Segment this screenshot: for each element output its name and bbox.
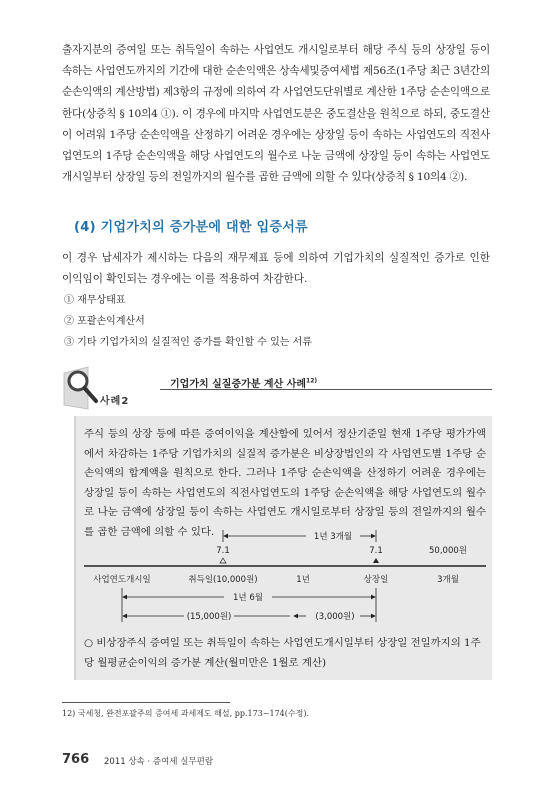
page-number: 766 (62, 752, 90, 767)
timeline-diagram (84, 525, 486, 630)
list-item: ③ 기타 기업가치의 실질적인 증가를 확인할 수 있는 서류 (64, 337, 312, 348)
amount2-label: (3,000원) (315, 612, 355, 622)
case-title-text: 기업가치 실질증가분 계산 사례 (170, 379, 307, 390)
magnifier-icon (62, 365, 102, 411)
footnote-divider (62, 702, 230, 703)
timeline-mark: 취득일(10,000원) (188, 575, 258, 585)
case-note: ○ 비상장주식 증여일 또는 취득일이 속하는 사업연도개시일부터 상장일 전일까지의 1주당 월평균순이익의 증가분 계산(월미만은 1월로 계산) (84, 637, 481, 669)
listing-marker-icon (373, 558, 379, 563)
section-title: (4) 기업가치의 증가분에 대한 입증서류 (74, 220, 309, 235)
document-list (64, 290, 312, 353)
date-start: 7.1 (216, 546, 230, 556)
case-title (170, 375, 317, 390)
list-item: ① 재무상태표 (64, 295, 126, 306)
body-paragraph-2: 이 경우 납세자가 제시하는 다음의 재무제표 등에 의하여 기업가치의 실질적인 증가로 인한 이익임이 확인되는 경우에는 이를 적용하여 차감한다. (62, 252, 490, 285)
span-mid-label: 1년 6월 (233, 593, 263, 603)
listing-price: 50,000원 (429, 546, 467, 556)
list-item: ② 포괄손익계산서 (64, 316, 145, 327)
timeline-mark: 사업연도개시일 (93, 575, 151, 585)
span-top-label: 1년 3개월 (313, 532, 353, 542)
case-header (62, 365, 492, 413)
footnote: 12) 국세청, 완전포괄주의 증여세 과세제도 해설, pp.173~174(수정). (62, 709, 310, 718)
page-footer: 2011 상속 · 증여세 실무편람 (104, 757, 214, 767)
case-label: 사례2 (100, 396, 130, 407)
footnote-ref: 12) (306, 377, 318, 385)
case-body: 주식 등의 상장 등에 따른 증여이익을 계산함에 있어서 정산기준일 현재 1주당 평가가액에서 차감하는 1주당 기업가치의 실질적 증가분은 비상장법인의 각 사업연도별 1주당 순손익액의 합계액을 원칙으로 한다. 그러나 1주당 순손익액을 산정하기 어려운 경우에는 상장일 등이 속하는 사업연도의 직전사업연도의 1주당 순손익액을 해당 사업연도의 월수로 나눈 금액에 상장일 등이 속하는 사업연도 개시일로부터 상장일 등의 전일까지의 월수를 곱한 금액에 의할 수 있다. (84, 428, 486, 538)
timeline-mark: 상장일 (363, 575, 389, 585)
date-listing: 7.1 (369, 546, 383, 556)
acquisition-marker-icon (220, 558, 226, 563)
amount1-label: (15,000원) (186, 612, 232, 622)
timeline-mark: 3개월 (437, 575, 459, 585)
body-paragraph-1: 출자지분의 증여일 또는 취득일이 속하는 사업연도 개시일로부터 해당 주식 등의 상장일 등이 속하는 사업연도까지의 기간에 대한 순손익액은 상속세및증여세법 제56조(1주당 최근 3년간의 순손익액의 계산방법) 제3항의 규정에 의하여 각 사업연도단위별로 계산한 1주당 순손익액으로 한다(상증칙 § 10의4 ①). 이 경우에 마지막 사업연도분은 중도결산을 원칙으로 하되, 중도결산이 어려워 1주당 순손익액을 산정하기 어려운 경우에는 상장일 등이 속하는 사업연도의 직전사업연도의 1주당 순손익액을 해당 사업연도의 월수로 나눈 금액에 상장일 등이 속하는 사업연도개시일부터 상장일 등의 전일까지의 월수를 곱한 금액에 의할 수 있다(상증칙 § 10의4 ②). (62, 44, 490, 184)
timeline-mark: 1년 (296, 575, 310, 585)
